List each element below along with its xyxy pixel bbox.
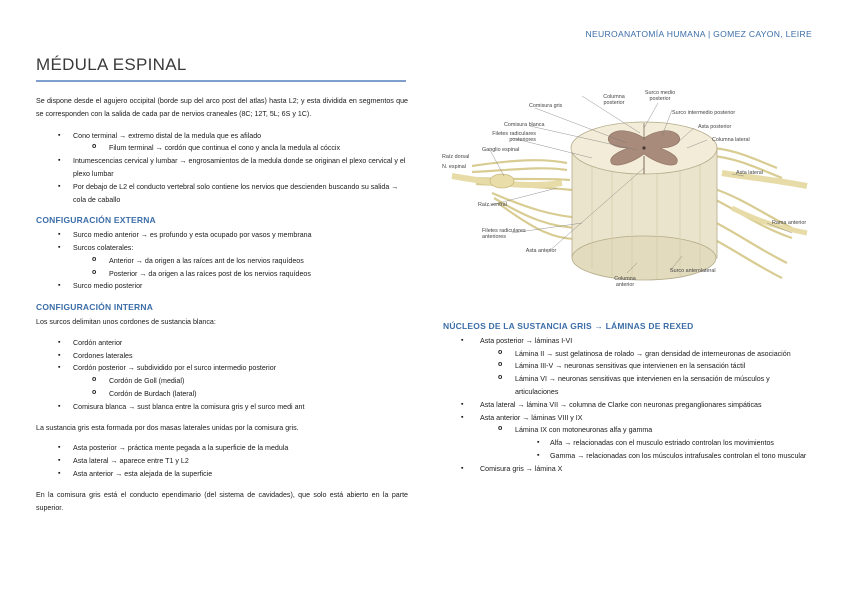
page-title: MÉDULA ESPINAL xyxy=(36,55,187,74)
intro-paragraph: Se dispone desde el agujero occipital (borde sup del arco post del atlas) hasta L2; y esta dividida en segmentos que se corresponden con la salida de cada par de nervios craneales (8C; 12T, 5L; 6S y 1C). xyxy=(36,97,408,118)
list-item-cordon-burdach: o Cordón de Burdach (lateral) xyxy=(36,388,408,401)
right-spinal-nerve xyxy=(722,173,807,186)
astas-list xyxy=(36,442,408,480)
figure-label-n-espinal: N. espinal xyxy=(442,164,466,170)
figure-label-rama-anterior: Rama anterior xyxy=(772,220,807,226)
list-item-asta-posterior: ▪ Asta posterior → práctica mente pegada a la superficie de la medula xyxy=(36,442,408,455)
figure-label-asta-anterior: Asta anterior xyxy=(525,248,557,254)
spinal-cord-figure xyxy=(432,88,817,303)
figure-label-asta-lateral: Asta lateral xyxy=(736,170,763,176)
list-item-surco-medio-posterior: ▪ Surco medio posterior xyxy=(36,280,408,293)
figure-label-surco-intermedio-posterior: Surco intermedio posterior xyxy=(672,110,736,116)
heading-laminas-rexed: NÚCLEOS DE LA SUSTANCIA GRIS → LÁMINAS DE REXED xyxy=(443,321,694,331)
list-item-gamma: ▪ Gamma → relacionadas con los músculos intrafusales controlan el tono muscular xyxy=(443,450,813,463)
figure-label-ganglio-espinal: Ganglio espinal xyxy=(482,147,520,153)
list-item-lamina-iii-v: o Lámina III-V → neuronas sensitivas que intervienen en la sensación táctil xyxy=(443,360,813,373)
heading-configuracion-externa: CONFIGURACIÓN EXTERNA xyxy=(36,215,156,226)
list-item-lamina-ix: o Lámina IX con motoneuronas alfa y gamma xyxy=(443,424,813,437)
left-ganglion xyxy=(490,174,514,188)
spinal-cord-illustration xyxy=(432,88,817,303)
figure-label-surco-medio-posterior: Surco medio posterior xyxy=(644,90,676,103)
sustancia-gris-paragraph: La sustancia gris esta formada por dos masas laterales unidas por la comisura gris. xyxy=(36,423,299,432)
intro-list xyxy=(36,130,408,207)
right-column xyxy=(443,320,813,476)
list-item-asta-anterior: ▪ Asta anterior → esta alejada de la superficie xyxy=(36,468,408,481)
figure-label-columna-lateral: Columna lateral xyxy=(712,137,750,143)
list-item-cordones-laterales: ▪ Cordones laterales xyxy=(36,350,408,363)
cordones-list xyxy=(36,337,408,414)
figure-label-comisura-gris: Comisura gris xyxy=(529,103,563,109)
figure-label-filetes-posteriores: Filetes radiculares posteriores xyxy=(492,131,536,144)
list-item-filum-terminal: o Filum terminal → cordón que continua el cono y ancla la medula al cóccix xyxy=(36,142,408,155)
left-column xyxy=(36,95,408,523)
title-underline xyxy=(36,80,406,82)
central-canal xyxy=(642,146,645,149)
list-item-lamina-vi: o Lámina VI → neuronas sensitivas que intervienen en la sensación de músculos y articulaciones xyxy=(443,373,813,399)
list-item-comisura-blanca: ▪ Comisura blanca → sust blanca entre la comisura gris y el surco medi ant xyxy=(36,401,408,414)
list-item-rexed-comisura-gris: ▪ Comisura gris → lámina X xyxy=(443,463,813,476)
figure-label-columna-posterior: Columna posterior xyxy=(603,94,625,107)
figure-label-raiz-dorsal: Raíz dorsal xyxy=(442,154,470,160)
list-item-cordon-goll: o Cordón de Goll (medial) xyxy=(36,375,408,388)
list-item-cola-de-caballo: ▪ Por debajo de L2 el conducto vertebral solo contiene los nervios que descienden buscando su salida → cola de caballo xyxy=(36,181,408,207)
figure-label-asta-posterior: Asta posterior xyxy=(698,124,732,130)
figure-label-raiz-ventral: Raíz ventral xyxy=(478,202,507,208)
externa-list xyxy=(36,229,408,293)
figure-label-columna-anterior: Columna anterior xyxy=(614,276,636,289)
figure-label-surco-anterolateral: Surco anterolateral xyxy=(670,268,716,274)
list-item-rexed-asta-lateral: ▪ Asta lateral → lámina VII → columna de Clarke con neuronas preganglionares simpáticas xyxy=(443,399,813,412)
list-item-cordon-posterior: ▪ Cordón posterior → subdividido por el surco intermedio posterior xyxy=(36,362,408,375)
list-item-colateral-anterior: o Anterior → da origen a las raíces ant de los nervios raquídeos xyxy=(36,255,408,268)
list-item-alfa: ▪ Alfa → relacionadas con el musculo estriado controlan los movimientos xyxy=(443,437,813,450)
figure-label-comisura-blanca: Comisura blanca xyxy=(504,122,545,128)
list-item-rexed-asta-posterior: ▪ Asta posterior → láminas I-VI xyxy=(443,335,813,348)
list-item-lamina-ii: o Lámina II → sust gelatinosa de rolado → gran densidad de interneuronas de asociación xyxy=(443,348,813,361)
heading-configuracion-interna: CONFIGURACIÓN INTERNA xyxy=(36,302,154,313)
list-item-cono-terminal: ▪ Cono terminal → extremo distal de la medula que es afilado xyxy=(36,130,408,143)
list-item-asta-lateral: ▪ Asta lateral → aparece entre T1 y L2 xyxy=(36,455,408,468)
list-item-colateral-posterior: o Posterior → da origen a las raíces post de los nervios raquídeos xyxy=(36,268,408,281)
interna-intro: Los surcos delimitan unos cordones de sustancia blanca: xyxy=(36,317,216,326)
list-item-rexed-asta-anterior: ▪ Asta anterior → láminas VIII y IX xyxy=(443,412,813,425)
conducto-ependimario-paragraph: En la comisura gris está el conducto ependimario (del sistema de cavidades), que solo está abierto en la parte superior. xyxy=(36,490,408,512)
list-item-surcos-colaterales: ▪ Surcos colaterales: xyxy=(36,242,408,255)
list-item-cordon-anterior: ▪ Cordón anterior xyxy=(36,337,408,350)
list-item-intumescencias: ▪ Intumescencias cervical y lumbar → engrosamientos de la medula donde se originan el plexo cervical y el plexo lumbar xyxy=(36,155,408,181)
figure-label-filetes-anteriores: Filetes radiculares anteriores xyxy=(482,228,526,241)
page-header: NEUROANATOMÍA HUMANA | GOMEZ CAYON, LEIRE xyxy=(585,29,812,39)
list-item-surco-medio-anterior: ▪ Surco medio anterior → es profundo y esta ocupado por vasos y membrana xyxy=(36,229,408,242)
